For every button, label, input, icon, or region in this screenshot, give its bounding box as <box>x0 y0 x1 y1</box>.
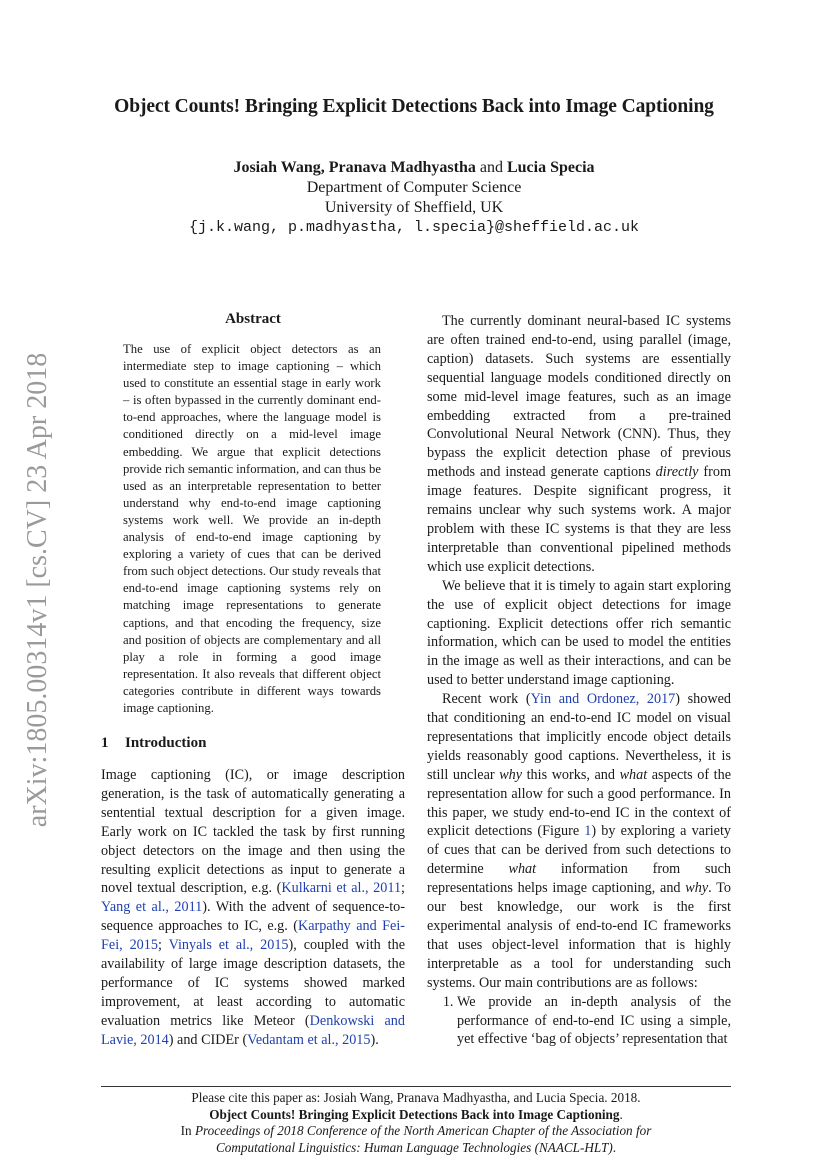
section-heading-introduction <box>101 735 206 752</box>
contributions-list <box>427 993 731 1050</box>
section-title: Introduction <box>125 735 207 751</box>
abstract-body <box>123 341 381 717</box>
citation-yang-2011[interactable]: Yang et al., 2011 <box>101 899 203 916</box>
arxiv-identifier: arXiv:1805.00314v1 [cs.CV] 23 Apr 2018 <box>22 352 53 828</box>
right-paragraph-3: Recent work (Yin and Ordonez, 2017) showed that conditioning an end-to-end IC model on visual representations that implicitly encode object details yields reasonably good captions. Nevertheless, it is still unclear why this works, and what aspects of the representation allow for such a good performance. In this paper, we study end-to-end IC in the context of explicit detections (Figure 1) by exploring a variety of cues that can be derived from such detections to determine what information from such representations helps image captioning, and why. To our best knowledge, our work is the first experimental analysis of end-to-end IC frameworks that uses object-level information that is highly interpretable as a tool for understanding such systems. Our main contributions are as follows: <box>427 691 731 991</box>
affiliation <box>0 178 828 238</box>
author-names-2: Lucia Specia <box>506 159 595 176</box>
intro-paragraph-1: Image captioning (IC), or image description generation, is the task of automatically generating a sentential textual description for a given image. Early work on IC tackled the task by first running object detectors on the image and then using the resulting explicit detections as input to generate a novel textual description, e.g. (Kulkarni et al., 2011; Yang et al., 2011). With the advent of sequence-to-sequence approaches to IC, e.g. (Karpathy and Fei-Fei, 2015; Vinyals et al., 2015), coupled with the availability of large image description datasets, the performance of IC systems showed marked improvement, at least according to automatic evaluation metrics like Meteor (Denkowski and Lavie, 2014) and CIDEr (Vedantam et al., 2015). <box>101 767 405 1048</box>
author-list <box>0 158 828 178</box>
footer-line-2: Object Counts! Bringing Explicit Detections Back into Image Captioning. <box>209 1106 623 1122</box>
figure-reference-1[interactable]: 1 <box>584 823 592 840</box>
citation-denkowski-2014[interactable]: Denkowski and Lavie, 2014 <box>101 1012 405 1048</box>
citation-vinyals-2015[interactable]: Vinyals et al., 2015 <box>168 937 289 954</box>
author-and: and <box>479 159 503 176</box>
citation-footer <box>101 1090 731 1156</box>
footer-line-3: In Proceedings of 2018 Conference of the North American Chapter of the Association for <box>180 1123 652 1139</box>
abstract-heading: Abstract <box>225 311 281 327</box>
citation-karpathy-2015[interactable]: Karpathy and Fei-Fei, 2015 <box>101 918 405 954</box>
right-paragraph-1: The currently dominant neural-based IC systems are often trained end-to-end, using parallel (image, caption) datasets. Such systems are essentially sequential language models conditioned directly on some mid-level image features, such as an image embedding extracted from a pre-trained Convolutional Neural Network (CNN). Thus, they bypass the explicit detection phase of previous methods and instead generate captions directly from image features. Despite significant progress, it remains unclear why such systems work. A major problem with these IC systems is that they are less interpretable than conventional pipelined methods which use explicit detections. <box>427 313 731 575</box>
citation-yin-2017[interactable]: Yin and Ordonez, 2017 <box>530 691 676 708</box>
right-column-text <box>427 312 731 1049</box>
citation-kulkarni-2011[interactable]: Kulkarni et al., 2011 <box>281 880 402 897</box>
list-item: 1. We provide an in-depth analysis of the performance of end-to-end IC using a simple, yet effective ‘bag of objects’ representation that <box>457 993 731 1050</box>
paper-title: Object Counts! Bringing Explicit Detections Back into Image Captioning <box>114 96 714 117</box>
left-column-text <box>101 766 405 1050</box>
section-number: 1 <box>101 735 109 751</box>
university: University of Sheffield, UK <box>324 199 504 216</box>
footer-divider <box>101 1086 731 1087</box>
department: Department of Computer Science <box>306 179 522 196</box>
abstract-text: The use of explicit object detectors as an intermediate step to image captioning – which used to constitute an essential stage in early work – is often bypassed in the currently dominant end-to-end approaches, where the language model is conditioned directly on a mid-level image embedding. We argue that explicit detections provide rich semantic information, and can thus be used as an interpretable representation to better understand why end-to-end image captioning systems work well. We provide an in-depth analysis of end-to-end image captioning by exploring a variety of cues that can be derived from such object detections. Our study reveals that end-to-end image captioning systems rely on matching image representations to generate captions, and that encoding the frequency, size and position of objects are complementary and all play a role in forming a good image representation. It also reveals that different object categories contribute in different ways towards image captioning. <box>123 342 381 715</box>
citation-vedantam-2015[interactable]: Vedantam et al., 2015 <box>247 1031 371 1048</box>
author-names-1: Josiah Wang, Pranava Madhyastha <box>233 159 476 176</box>
footer-line-1: Please cite this paper as: Josiah Wang, Pranava Madhyastha, and Lucia Specia. 2018. <box>191 1090 641 1105</box>
author-emails: {j.k.wang, p.madhyastha, l.specia}@sheffield.ac.uk <box>188 219 640 236</box>
right-paragraph-2: We believe that it is timely to again start exploring the use of explicit object detections for image captioning. Explicit detections offer rich semantic information, which can be used to model the entities in the image as well as their interactions, and can be used to better understand image captioning. <box>427 577 731 689</box>
footer-line-4: Computational Linguistics: Human Language Technologies (NAACL-HLT). <box>215 1139 617 1155</box>
